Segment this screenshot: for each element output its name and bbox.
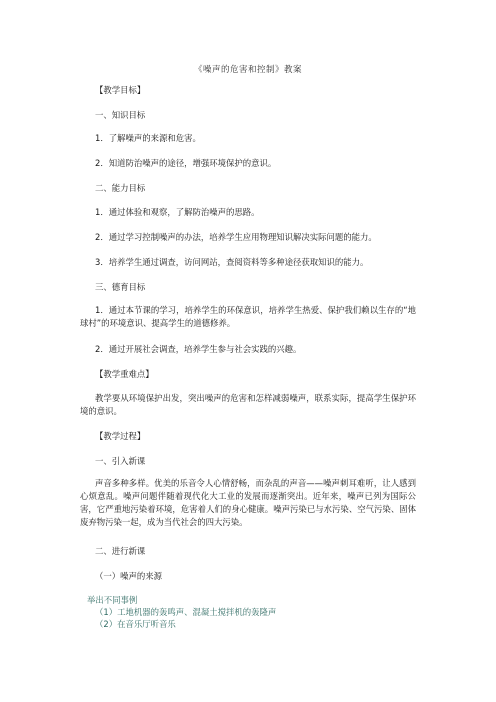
document-title: 《噪声的危害和控制》教案 [193, 65, 302, 75]
ability-item-3: 3．培养学生通过调查，访问网站，查阅资料等多种途径获取知识的能力。 [95, 257, 369, 267]
knowledge-item-2: 2．知道防治噪声的途径，增强环境保护的意识。 [95, 158, 277, 168]
ability-item-1: 1．通过体验和观察，了解防治噪声的思路。 [95, 207, 260, 217]
example-1: （1）工地机器的轰鸣声、混凝土搅拌机的轰隆声 [95, 607, 277, 617]
moral-item-2: 2．通过开展社会调查，培养学生参与社会实践的兴趣。 [95, 344, 302, 354]
new-lesson-heading: 二、进行新课 [95, 546, 146, 556]
intro-paragraph: 声音多种多样。优美的乐音令人心情舒畅，而杂乱的声音——噪声刺耳难听，让人感到心烦意乱。噪声问题伴随着现代化大工业的发展而逐渐突出。近年来，噪声已列为国际公害，它严重地污染着环境，危害着人们的身心健康。噪声污染已与水污染、空气污染、固体废弃物污染一起，成为当代社会的四大污染。 [80, 478, 416, 527]
key-points-text: 教学要从环境保护出发，突出噪声的危害和怎样减弱噪声，联系实际，提高学生保护环境的意识。 [80, 393, 416, 416]
moral-item-1: 1．通过本节课的学习，培养学生的环保意识，培养学生热爱、保护我们赖以生存的“地球村”的环境意识、提高学生的道德修养。 [80, 305, 416, 328]
process-header: 【教学过程】 [95, 431, 146, 441]
key-points-header: 【教学重难点】 [95, 369, 154, 379]
moral-heading: 三、德育目标 [95, 282, 146, 292]
ability-heading: 二、能力目标 [95, 183, 146, 193]
knowledge-heading: 一、知识目标 [95, 110, 146, 120]
source-heading: （一）噪声的来源 [95, 571, 162, 581]
examples-label: 举出不同事例 [87, 595, 138, 605]
objectives-header: 【教学目标】 [95, 85, 146, 95]
ability-item-2: 2．通过学习控制噪声的办法，培养学生应用物理知识解决实际问题的能力。 [95, 232, 377, 242]
knowledge-item-1: 1．了解噪声的来源和危害。 [95, 133, 201, 143]
example-2: （2）在音乐厅听音乐 [95, 619, 176, 629]
intro-heading: 一、引入新课 [95, 456, 146, 466]
